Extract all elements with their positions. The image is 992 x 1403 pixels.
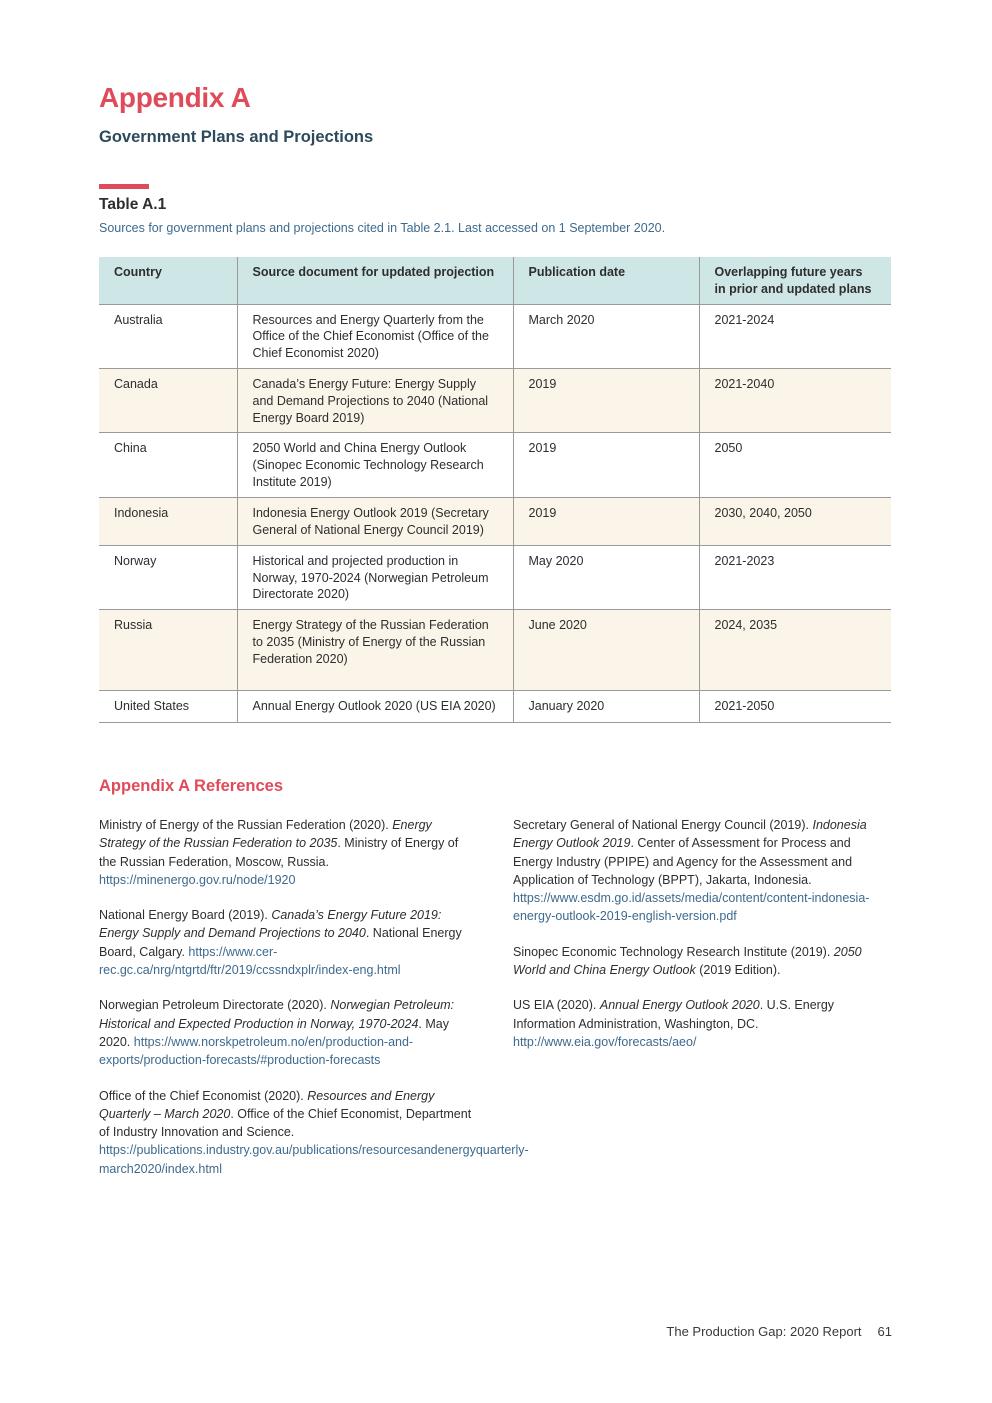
- column-header: Publication date: [513, 257, 699, 304]
- years-cell: 2030, 2040, 2050: [699, 497, 891, 545]
- column-header: Country: [99, 257, 237, 304]
- page-subtitle: Government Plans and Projections: [99, 128, 374, 146]
- source-cell: Indonesia Energy Outlook 2019 (Secretary General of National Energy Council 2019): [237, 497, 513, 545]
- years-cell: 2021-2024: [699, 304, 891, 368]
- country-cell: Australia: [99, 304, 237, 368]
- reference-author: Office of the Chief Economist (2020).: [99, 1088, 308, 1103]
- reference-title: Indonesia Energy Outlook 2019: [513, 818, 867, 851]
- references-left-column: [99, 816, 529, 1195]
- table-label: Table A.1: [99, 196, 167, 213]
- reference-publisher: . Ministry of Energy of the Russian Federation, Moscow, Russia.: [99, 836, 459, 869]
- reference-entry: [99, 996, 479, 1069]
- date-cell: 2019: [513, 497, 699, 545]
- table-row: [99, 610, 891, 691]
- reference-author: Sinopec Economic Technology Research Institute (2019).: [513, 944, 834, 959]
- source-cell: Annual Energy Outlook 2020 (US EIA 2020): [237, 691, 513, 723]
- reference-link[interactable]: https://minenergo.gov.ru/node/1920: [99, 872, 296, 887]
- reference-link[interactable]: https://www.norskpetroleum.no/en/production-and-exports/production-forecasts/#production-forecasts: [99, 1034, 414, 1068]
- reference-entry: [513, 996, 893, 1051]
- sources-table: [99, 257, 891, 723]
- reference-author: Secretary General of National Energy Council (2019).: [513, 818, 813, 832]
- source-cell: 2050 World and China Energy Outlook (Sinopec Economic Technology Research Institute 2019): [237, 433, 513, 497]
- country-cell: Russia: [99, 610, 237, 691]
- column-header: Source document for updated projection: [237, 257, 513, 304]
- reference-entry: [513, 816, 893, 926]
- reference-publisher: . National Energy Board, Calgary.: [99, 926, 462, 959]
- reference-author: Norwegian Petroleum Directorate (2020).: [99, 998, 331, 1013]
- years-cell: 2024, 2035: [699, 610, 891, 691]
- reference-title: Resources and Energy Quarterly – March 2020: [99, 1088, 435, 1121]
- reference-publisher: (2019 Edition).: [695, 963, 781, 978]
- reference-publisher: . U.S. Energy Information Administration, Washington, DC.: [513, 998, 835, 1031]
- reference-title: Energy Strategy of the Russian Federation to 2035: [99, 818, 432, 851]
- reference-publisher: . May 2020.: [99, 1016, 449, 1049]
- page-title: Appendix A: [99, 82, 251, 113]
- reference-link[interactable]: https://publications.industry.gov.au/publications/resourcesandenergyquarterly-march2020/index.html: [99, 1143, 529, 1176]
- accent-bar: [99, 184, 149, 189]
- references-right-column: [513, 816, 893, 1068]
- years-cell: 2021-2050: [699, 691, 891, 723]
- country-cell: Indonesia: [99, 497, 237, 545]
- reference-entry: [99, 816, 479, 889]
- table-row: [99, 497, 891, 545]
- table-header-row: [99, 257, 891, 304]
- date-cell: May 2020: [513, 545, 699, 609]
- table-row: [99, 304, 891, 368]
- country-cell: China: [99, 433, 237, 497]
- table-row: [99, 368, 891, 432]
- column-header: Overlapping future years in prior and updated plans: [699, 257, 891, 304]
- country-cell: Canada: [99, 368, 237, 432]
- years-cell: 2021-2023: [699, 545, 891, 609]
- reference-link[interactable]: http://www.eia.gov/forecasts/aeo/: [513, 1034, 697, 1049]
- reference-author: US EIA (2020).: [513, 998, 600, 1013]
- source-cell: Canada’s Energy Future: Energy Supply and Demand Projections to 2040 (National Energy Board 2019): [237, 368, 513, 432]
- date-cell: 2019: [513, 433, 699, 497]
- reference-publisher: . Office of the Chief Economist, Department of Industry Innovation and Science.: [99, 1106, 472, 1140]
- reference-title: Annual Energy Outlook 2020: [599, 998, 760, 1013]
- years-cell: 2050: [699, 433, 891, 497]
- date-cell: 2019: [513, 368, 699, 432]
- date-cell: June 2020: [513, 610, 699, 691]
- date-cell: January 2020: [513, 691, 699, 723]
- table-row: [99, 691, 891, 723]
- page-number: 61: [877, 1324, 892, 1339]
- table-caption: Sources for government plans and projections cited in Table 2.1. Last accessed on 1 September 2020.: [99, 221, 666, 235]
- reference-publisher: . Center of Assessment for Process and Energy Industry (PPIPE) and Agency for the Assessment and Application of Technology (BPPT), Jakarta, Indonesia.: [513, 836, 853, 887]
- source-cell: Energy Strategy of the Russian Federation to 2035 (Ministry of Energy of the Russian Federation 2020): [237, 610, 513, 691]
- table-row: [99, 433, 891, 497]
- reference-author: Ministry of Energy of the Russian Federation (2020).: [99, 818, 393, 832]
- reference-link[interactable]: https://www.cer-rec.gc.ca/nrg/ntgrtd/ftr/2019/ccssndxplr/index-eng.html: [99, 944, 401, 978]
- date-cell: March 2020: [513, 304, 699, 368]
- footer-report-title: The Production Gap: 2020 Report: [666, 1324, 862, 1339]
- reference-link[interactable]: https://www.esdm.go.id/assets/media/content/content-indonesia-energy-outlook-2019-english-version.pdf: [513, 891, 870, 924]
- reference-entry: [513, 943, 893, 980]
- reference-title: 2050 World and China Energy Outlook: [513, 944, 862, 978]
- reference-entry: [99, 1087, 529, 1178]
- page-footer: [666, 1324, 892, 1339]
- reference-author: National Energy Board (2019).: [99, 908, 272, 923]
- references-heading: Appendix A References: [99, 777, 283, 795]
- years-cell: 2021-2040: [699, 368, 891, 432]
- reference-entry: [99, 906, 479, 979]
- source-cell: Resources and Energy Quarterly from the Office of the Chief Economist (Office of the Chief Economist 2020): [237, 304, 513, 368]
- source-cell: Historical and projected production in Norway, 1970-2024 (Norwegian Petroleum Directorate 2020): [237, 545, 513, 609]
- table-row: [99, 545, 891, 609]
- country-cell: United States: [99, 691, 237, 723]
- reference-title: Norwegian Petroleum: Historical and Expected Production in Norway, 1970-2024: [99, 998, 455, 1031]
- country-cell: Norway: [99, 545, 237, 609]
- reference-title: Canada’s Energy Future 2019: Energy Supply and Demand Projections to 2040: [99, 908, 442, 941]
